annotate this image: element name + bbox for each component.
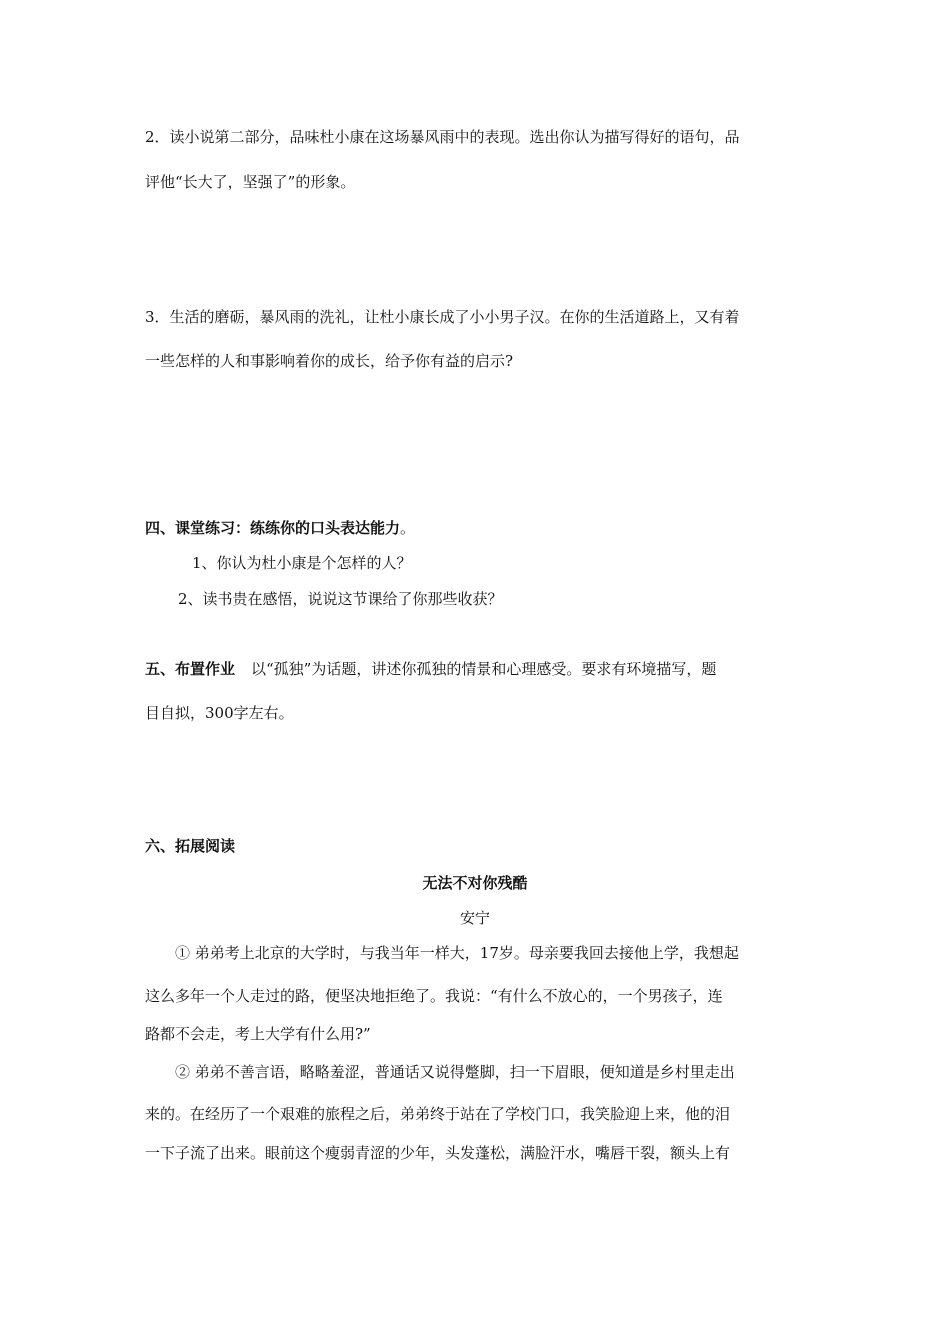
- section-5-line-1: [145, 659, 815, 679]
- article-paragraph-line: ② 弟弟不善言语，略略羞涩，普通话又说得蹩脚，扫一下眉眼，便知道是乡村里走出: [175, 1063, 735, 1081]
- section-4-heading-text: 四、课堂练习：练练你的口头表达能力: [145, 519, 401, 537]
- article-paragraph-line: 路都不会走，考上大学有什么用?”: [145, 1025, 371, 1043]
- article-title: 无法不对你残酷: [422, 874, 528, 892]
- section-5-line-2: 目自拟，300字左右。: [145, 704, 294, 722]
- section-6-heading: 六、拓展阅读: [145, 837, 236, 855]
- question-2-line-1: 2．读小说第二部分，品味杜小康在这场暴风雨中的表现。选出你认为描写得好的语句，品: [145, 128, 740, 146]
- question-3-line-1: 3．生活的磨砺，暴风雨的洗礼，让杜小康长成了小小男子汉。在你的生活道路上，又有着: [145, 308, 740, 326]
- section-4-item-1: 1、你认为杜小康是个怎样的人？: [192, 554, 412, 572]
- article-paragraph-line: 这么多年一个人走过的路，便坚决地拒绝了。我说：“有什么不放心的，一个男孩子，连: [145, 987, 723, 1005]
- section-4-heading-end: 。: [400, 519, 416, 537]
- article-author: 安宁: [459, 909, 490, 927]
- article-paragraph-line: 一下子流了出来。眼前这个瘦弱青涩的少年，头发蓬松，满脸汗水，嘴唇干裂，额头上有: [145, 1144, 731, 1162]
- section-4-heading: [145, 518, 815, 538]
- question-2-line-2: 评他“长大了，坚强了”的形象。: [145, 173, 356, 191]
- article-paragraph-line: ① 弟弟考上北京的大学时，与我当年一样大，17岁。母亲要我回去接他上学，我想起: [175, 944, 739, 962]
- section-5-line-1-text: 以“孤独”为话题，讲述你孤独的情景和心理感受。要求有环境描写，题: [251, 660, 717, 678]
- question-3-line-2: 一些怎样的人和事影响着你的成长，给予你有益的启示?: [145, 352, 514, 370]
- section-4-item-2: 2、读书贵在感悟，说说这节课给了你那些收获？: [178, 590, 503, 608]
- article-paragraph-line: 来的。在经历了一个艰难的旅程之后，弟弟终于站在了学校门口，我笑脸迎上来，他的泪: [145, 1105, 731, 1123]
- section-5-heading: 五、布置作业: [145, 660, 236, 678]
